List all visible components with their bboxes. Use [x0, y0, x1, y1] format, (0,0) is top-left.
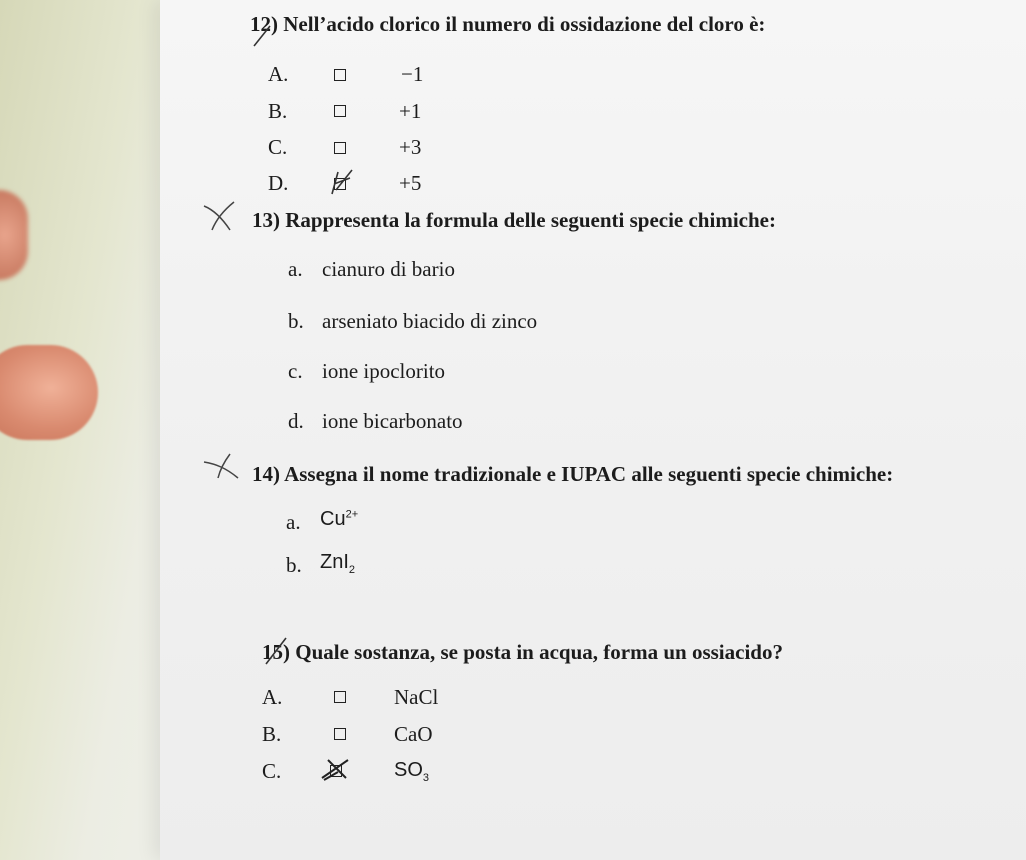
- q15-option-c-formula: [394, 759, 429, 784]
- q14-item-a-formula: [320, 508, 358, 531]
- q14-item-a-letter: a.: [286, 510, 301, 534]
- q13-item-c-text: ione ipoclorito: [322, 359, 446, 383]
- q12-option-c-value: +3: [399, 135, 422, 159]
- q12-option-b-value: +1: [399, 99, 422, 123]
- q15-option-a-checkbox[interactable]: [334, 691, 346, 703]
- q12-option-c-checkbox[interactable]: [334, 142, 346, 154]
- q15-option-a-value: NaCl: [394, 685, 439, 709]
- q15-option-b-letter: B.: [262, 722, 282, 746]
- q13-item-b-text: arseniato biacido di zinco: [322, 309, 538, 333]
- q15-option-b-value: CaO: [394, 722, 433, 746]
- q14-item-b-formula: [320, 551, 355, 576]
- q13-item-a-letter: a.: [288, 257, 303, 281]
- q15-option-a-letter: A.: [262, 685, 283, 709]
- q14-item-b-base: ZnI: [320, 551, 349, 573]
- q14-item-b-letter: b.: [286, 553, 302, 577]
- q13-item-b-letter: b.: [288, 309, 304, 333]
- finger-shadow-top: [0, 190, 28, 280]
- question-12-title: 12) Nell’acido clorico il numero di ossidazione del cloro è:: [250, 12, 766, 36]
- q12-option-a-checkbox[interactable]: [334, 69, 346, 81]
- handwritten-x-mark-15c: [318, 754, 352, 782]
- q12-option-b-letter: B.: [268, 99, 288, 123]
- finger: [0, 345, 98, 440]
- q12-option-d-letter: D.: [268, 171, 289, 195]
- handwritten-slash-mark-15: [262, 636, 290, 666]
- q12-option-b-checkbox[interactable]: [334, 105, 346, 117]
- handwritten-check-mark-d: [326, 168, 356, 196]
- q15-option-c-letter: C.: [262, 759, 282, 783]
- q15-option-b-checkbox[interactable]: [334, 728, 346, 740]
- q13-item-d-letter: d.: [288, 409, 304, 433]
- q14-item-a-base: Cu: [320, 508, 346, 530]
- q13-item-d-text: ione bicarbonato: [322, 409, 463, 433]
- q13-item-c-letter: c.: [288, 359, 303, 383]
- question-13-title: 13) Rappresenta la formula delle seguenti specie chimiche:: [252, 208, 776, 232]
- question-14-title: 14) Assegna il nome tradizionale e IUPAC alle seguenti specie chimiche:: [252, 462, 894, 486]
- q15-option-c-base: SO: [394, 759, 423, 781]
- q12-option-c-letter: C.: [268, 135, 288, 159]
- handwritten-x-mark-13: [200, 200, 238, 232]
- q13-item-a-text: cianuro di bario: [322, 257, 455, 281]
- q14-item-b-subscript: 2: [348, 564, 356, 576]
- question-15-title: 15) Quale sostanza, se posta in acqua, forma un ossiacido?: [262, 640, 783, 664]
- q12-option-a-letter: A.: [268, 62, 289, 86]
- q14-item-a-charge: 2+: [345, 508, 359, 521]
- q12-option-a-value: −1: [401, 62, 424, 86]
- handwritten-slash-mark-12: [250, 24, 276, 48]
- q12-option-d-value: +5: [399, 171, 422, 195]
- handwritten-x-mark-14: [202, 452, 242, 480]
- q15-option-c-subscript: 3: [422, 772, 430, 784]
